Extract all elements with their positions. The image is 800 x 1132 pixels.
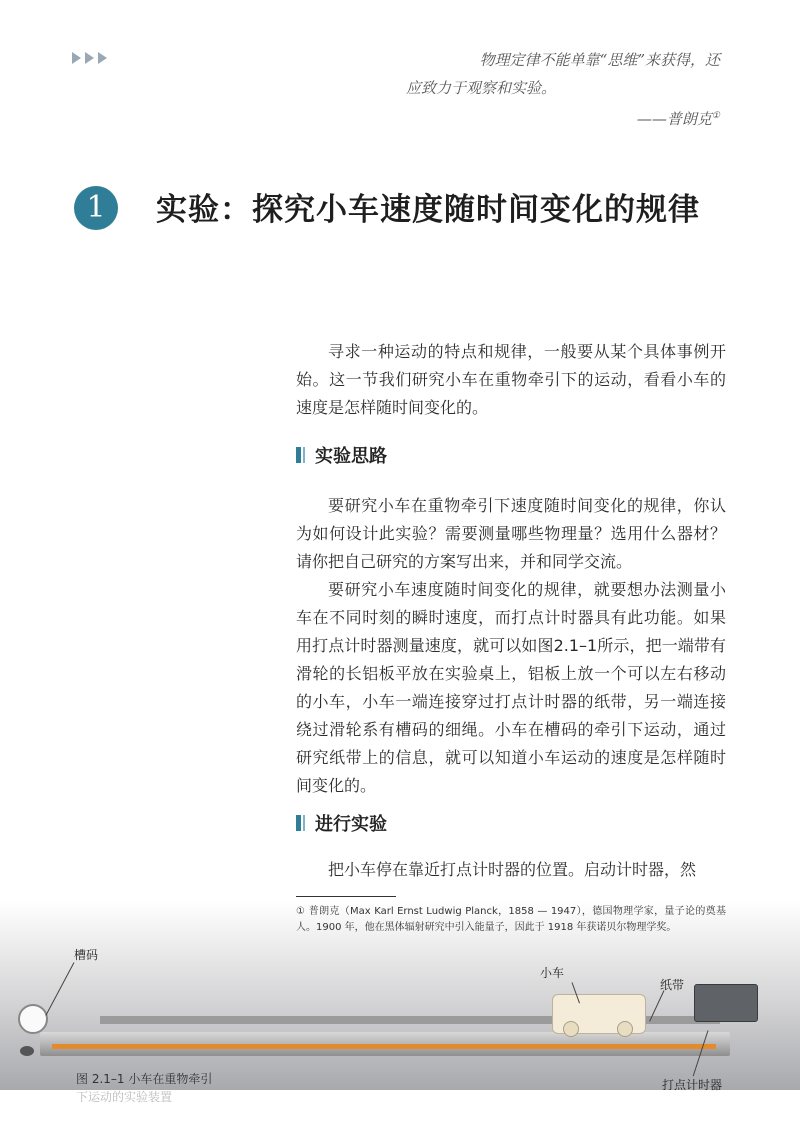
section-heading-approach: [296, 442, 387, 468]
timer-icon: [694, 984, 758, 1022]
section-heading-experiment: [296, 810, 387, 836]
epigraph-line-1: 物理定律不能单靠“思维”来获得，还: [479, 51, 720, 69]
car-icon: [552, 994, 646, 1034]
footnote: ① 普朗克（Max Karl Ernst Ludwig Planck，1858 — 1947），德国物理学家，量子论的奠基人。1900 年，他在黑体辐射研究中引入能量子，因此于 1918 年获诺贝尔物理学奖。: [296, 906, 726, 933]
label-timer: 打点计时器: [662, 1078, 723, 1092]
weight-icon: [20, 1046, 34, 1056]
footnote-marker: ①: [711, 111, 720, 121]
epigraph: [390, 46, 720, 133]
caption-line-1: 图 2.1–1 小车在重物牵引: [76, 1072, 213, 1086]
epigraph-author-line: [390, 102, 720, 133]
section-marker-icon: [296, 447, 305, 463]
section-title: 进行实验: [315, 814, 387, 835]
section-title: 实验思路: [315, 446, 387, 467]
arrow-right-icon: [72, 52, 81, 64]
chapter-number-badge: 1: [74, 186, 118, 230]
paragraph: 要研究小车在重物牵引下速度随时间变化的规律，你认为如何设计此实验？需要测量哪些物理量？选用什么器材？请你把自己研究的方案写出来，并和同学交流。: [296, 496, 726, 571]
label-car: 小车: [540, 966, 565, 980]
figure-caption: [76, 1070, 212, 1106]
footnote-divider: [296, 896, 396, 897]
label-weight: 槽码: [74, 948, 99, 962]
epigraph-author: ——普朗克: [636, 110, 712, 128]
pulley-icon: [18, 1004, 48, 1034]
section-marker-icon: [296, 815, 305, 831]
chapter-title: 实验：探究小车速度随时间变化的规律: [156, 192, 700, 228]
arrow-right-icon: [98, 52, 107, 64]
paragraph: 要研究小车速度随时间变化的规律，就要想办法测量小车在不同时刻的瞬时速度，而打点计时器具有此功能。如果用打点计时器测量速度，就可以如图2.1–1所示，把一端带有滑轮的长铝板平放在实验桌上，铝板上放一个可以左右移动的小车，小车一端连接穿过打点计时器的纸带，另一端连接绕过滑轮系有槽码的细绳。小车在槽码的牵引下运动，通过研究纸带上的信息，就可以知道小车运动的速度是怎样随时间变化的。: [296, 580, 726, 795]
intro-paragraph: 寻求一种运动的特点和规律，一般要从某个具体事例开始。这一节我们研究小车在重物牵引下的运动，看看小车的速度是怎样随时间变化的。: [296, 342, 726, 417]
rail-scale: [52, 1044, 716, 1049]
arrow-right-icon: [85, 52, 94, 64]
epigraph-line-2: 应致力于观察和实验。: [406, 79, 557, 97]
nav-arrows-icon: [72, 52, 107, 64]
paragraph: 把小车停在靠近打点计时器的位置。启动计时器，然: [328, 860, 697, 879]
label-tape: 纸带: [660, 978, 685, 992]
caption-line-2: 下运动的实验装置: [76, 1090, 173, 1104]
